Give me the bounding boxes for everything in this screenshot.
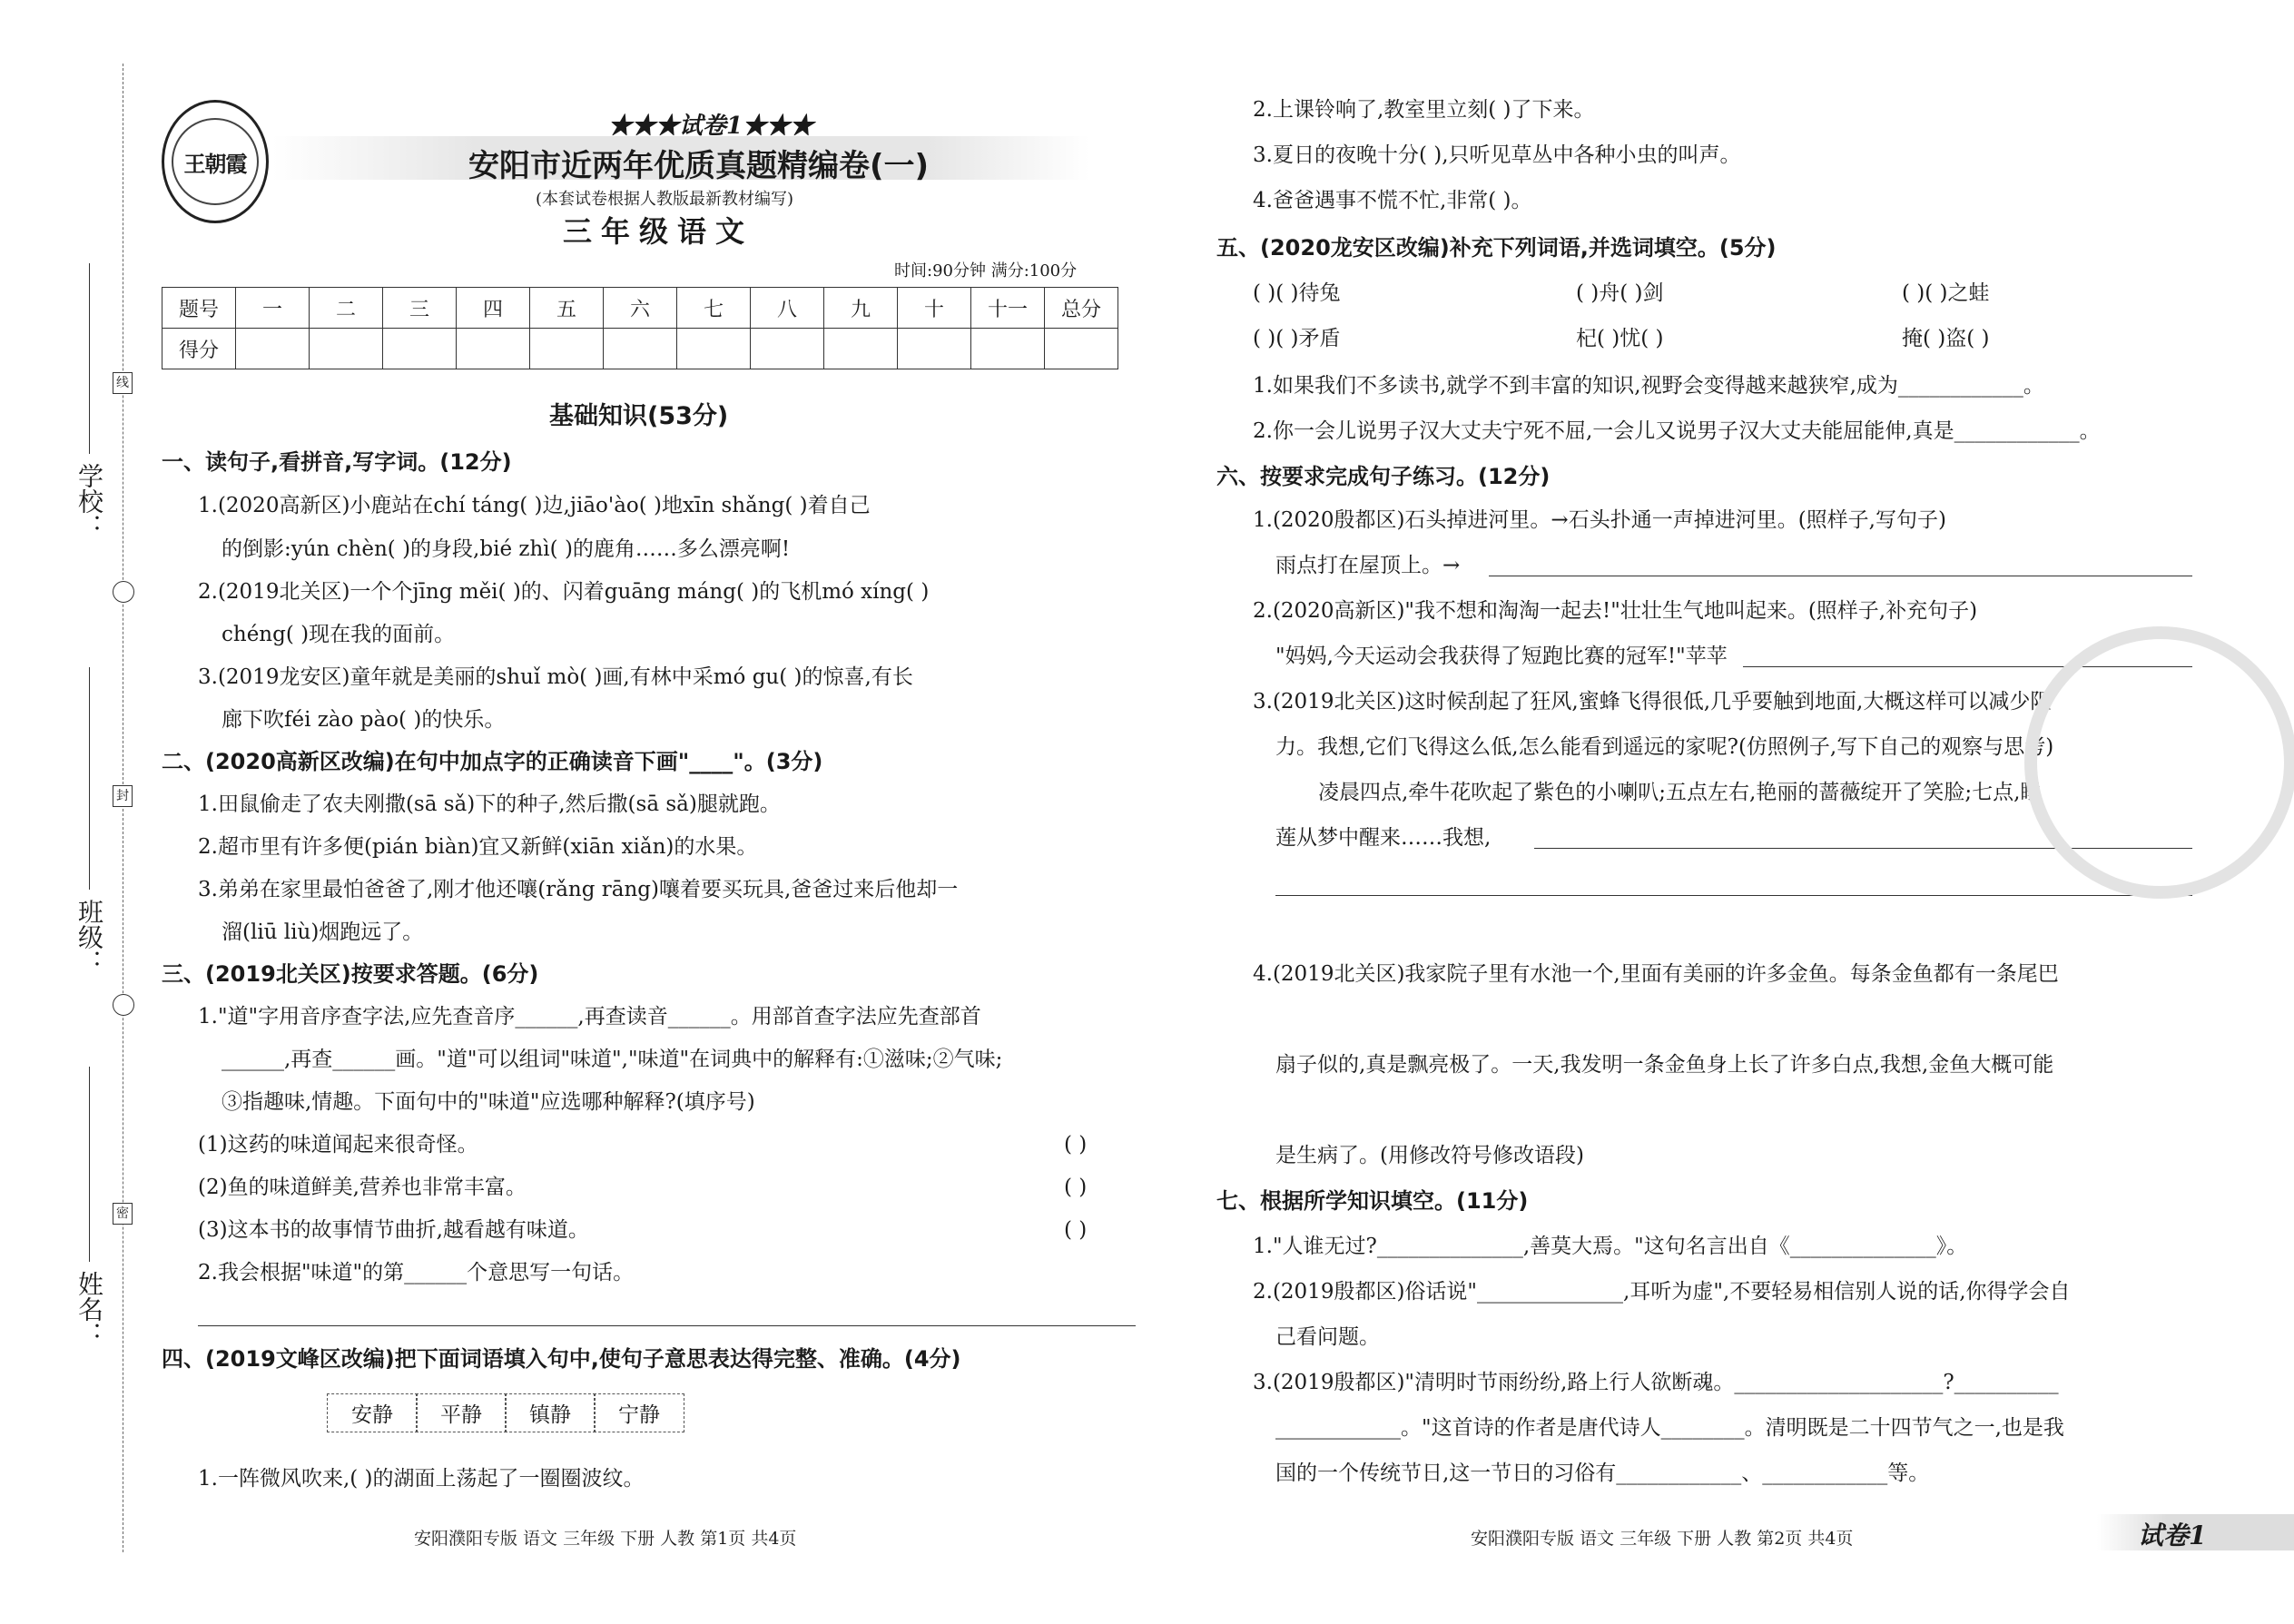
q4-line: 2.上课铃响了,教室里立刻( )了下来。: [1253, 98, 1595, 122]
score-cell-header: 四: [457, 288, 530, 329]
class-field[interactable]: [89, 667, 90, 890]
score-cell-input[interactable]: [824, 329, 898, 369]
idiom-blank: ( )舟( )剑: [1576, 281, 1664, 305]
score-cell-input[interactable]: [530, 329, 604, 369]
score-cell-input[interactable]: [898, 329, 971, 369]
logo-text: 王朝霞: [183, 150, 247, 177]
q3-answer-paren[interactable]: ( ): [1064, 1176, 1088, 1199]
score-cell-input[interactable]: [677, 329, 751, 369]
binding-hole-1: [113, 581, 134, 603]
score-cell-header: 七: [677, 288, 751, 329]
word-option: 镇静: [505, 1393, 596, 1432]
q2-line: 1.田鼠偷走了农夫刚撒(sā sǎ)下的种子,然后撒(sā sǎ)腿就跑。: [198, 792, 781, 816]
q6-line: 是生病了。(用修改符号修改语段): [1275, 1144, 1584, 1167]
q4-line: 1.一阵微风吹来,( )的湖面上荡起了一圈圈波纹。: [198, 1467, 645, 1491]
school-field[interactable]: [89, 263, 90, 454]
q4-line: 3.夏日的夜晚十分( ),只听见草丛中各种小虫的叫声。: [1253, 143, 1741, 167]
score-cell-header: 三: [383, 288, 457, 329]
q7-title: 七、根据所学知识填空。(11分): [1216, 1188, 1529, 1214]
school-label: 学校：: [74, 463, 104, 539]
word-option: 平静: [416, 1393, 507, 1432]
grade-subject: 三年级语文: [563, 214, 754, 249]
score-cell-header: 题号: [162, 288, 236, 329]
logo: [162, 100, 269, 223]
section-heading: 基础知识(53分): [549, 402, 729, 430]
score-cell-input[interactable]: [604, 329, 677, 369]
score-table-score-row: [162, 329, 1118, 369]
right-page-footer: 安阳濮阳专版 语文 三年级 下册 人教 第2页 共4页: [1471, 1529, 1854, 1549]
q3-sub-item: (2)鱼的味道鲜美,营养也非常丰富。: [198, 1176, 527, 1199]
score-cell-header: 五: [530, 288, 604, 329]
q7-line: 国的一个传统节日,这一节日的习俗有____________、____________等。: [1275, 1462, 1930, 1485]
idiom-blank: 杞( )忧( ): [1576, 327, 1664, 350]
q6-line: "妈妈,今天运动会我获得了短跑比赛的冠军!"苹苹: [1275, 645, 1728, 668]
idiom-blank: ( )( )之蛙: [1902, 281, 1990, 305]
q1-line: 3.(2019龙安区)童年就是美丽的shuǐ mò( )画,有林中采mó gu( )的惊喜,有长: [198, 665, 913, 689]
q1-title: 一、读句子,看拼音,写字词。(12分): [162, 449, 512, 475]
q7-line: 己看问题。: [1275, 1325, 1380, 1349]
q4-title: 四、(2019文峰区改编)把下面词语填入句中,使句子意思表达得完整、准确。(4分): [162, 1346, 961, 1372]
q2-title: 二、(2020高新区改编)在句中加点字的正确读音下画"____"。(3分): [162, 749, 823, 774]
score-cell-input[interactable]: [1045, 329, 1118, 369]
header-badge: ★★★试卷1★★★: [608, 113, 814, 140]
q6-line: 雨点打在屋顶上。→: [1275, 554, 1461, 577]
q5-line: 2.你一会儿说男子汉大丈夫宁死不屈,一会儿又说男子汉大丈夫能屈能伸,真是____________。: [1253, 419, 2101, 443]
q6-title: 六、按要求完成句子练习。(12分): [1216, 464, 1551, 489]
binding-mark-mi: 密: [113, 1203, 133, 1225]
score-cell-header: 六: [604, 288, 677, 329]
score-cell-header: 八: [751, 288, 824, 329]
binding-mark-feng: 封: [113, 785, 133, 807]
q2-line: 2.超市里有许多便(pián biàn)宜又新鲜(xiān xiǎn)的水果。: [198, 835, 758, 859]
score-table-header-row: [162, 288, 1118, 329]
score-cell-header: 总分: [1045, 288, 1118, 329]
q6-line: 力。我想,它们飞得这么低,怎么能看到遥远的家呢?(仿照例子,写下自己的观察与思考): [1275, 735, 2054, 759]
q6-line: 凌晨四点,牵牛花吹起了紫色的小喇叭;五点左右,艳丽的蔷薇绽开了笑脸;七点,睡: [1318, 781, 2042, 804]
q7-line: 2.(2019殷都区)俗话说"______________,耳听为虚",不要轻易相信别人说的话,你得学会自: [1253, 1280, 2071, 1304]
score-cell-header: 二: [310, 288, 383, 329]
idiom-blank: ( )( )矛盾: [1253, 327, 1341, 350]
score-cell-header: 一: [236, 288, 310, 329]
idiom-blank: 掩( )盗( ): [1902, 327, 1990, 350]
score-cell-label: 得分: [162, 329, 236, 369]
q3-line: ______,再查______画。"道"可以组词"味道","味道"在词典中的解释有:①滋味;②气味;: [222, 1048, 1003, 1071]
q6-line: 2.(2020高新区)"我不想和淘淘一起去!"壮壮生气地叫起来。(照样子,补充句子): [1253, 599, 1978, 623]
binding-mark-xian: 线: [113, 372, 133, 394]
q6-line: 3.(2019北关区)这时候刮起了狂风,蜜蜂飞得很低,几乎要触到地面,大概这样可以减少阻: [1253, 690, 2052, 714]
class-label: 班级：: [74, 899, 104, 975]
q7-line: ____________。"这首诗的作者是唐代诗人________。清明既是二十四节气之一,也是我: [1275, 1416, 2064, 1440]
q4-word-bank: [327, 1393, 683, 1432]
q7-line: 3.(2019殷都区)"清明时节雨纷纷,路上行人欲断魂。____________________?__________: [1253, 1371, 2059, 1394]
q2-line: 3.弟弟在家里最怕爸爸了,刚才他还嚷(rǎng rāng)嚷着要买玩具,爸爸过来后他却一: [198, 878, 959, 901]
q7-line: 1."人谁无过?______________,善莫大焉。"这句名言出自《______________》。: [1253, 1235, 1968, 1258]
q6-line: 莲从梦中醒来……我想,: [1275, 826, 1492, 850]
idiom-blank: ( )( )待兔: [1253, 281, 1341, 305]
score-cell-input[interactable]: [751, 329, 824, 369]
q3-line: 1."道"字用音序查字法,应先查音序______,再查读音______。用部首查字法应先查部首: [198, 1005, 981, 1029]
q1-line: 的倒影:yún chèn( )的身段,bié zhì( )的鹿角……多么漂亮啊!: [222, 537, 791, 561]
q3-sub-item: (1)这药的味道闻起来很奇怪。: [198, 1133, 478, 1156]
page-title: 安阳市近两年优质真题精编卷(一): [468, 148, 930, 184]
score-cell-input[interactable]: [310, 329, 383, 369]
q3-sub-item: (3)这本书的故事情节曲折,越看越有味道。: [198, 1218, 589, 1242]
q1-line: chéng( )现在我的面前。: [222, 623, 456, 646]
q1-line: 2.(2019北关区)一个个jīng měi( )的、闪着guāng máng( )的飞机mó xíng( ): [198, 580, 930, 604]
score-cell-input[interactable]: [971, 329, 1045, 369]
q3-answer-paren[interactable]: ( ): [1064, 1218, 1088, 1242]
word-option: 安静: [327, 1393, 418, 1432]
time-score: 时间:90分钟 满分:100分: [894, 261, 1078, 281]
word-option: 宁静: [594, 1393, 684, 1432]
corner-tag-text: 试卷1: [2138, 1521, 2207, 1550]
q6-line: 1.(2020殷都区)石头掉进河里。→石头扑通一声掉进河里。(照样子,写句子): [1253, 508, 1946, 532]
score-table: [162, 287, 1118, 369]
score-cell-header: 十: [898, 288, 971, 329]
watermark-seal: [2024, 626, 2294, 899]
q4-line: 4.爸爸遇事不慌不忙,非常( )。: [1253, 189, 1532, 212]
q3-answer-paren[interactable]: ( ): [1064, 1133, 1088, 1156]
q3-line: ③指趣味,情趣。下面句中的"味道"应选哪种解释?(填序号): [222, 1090, 755, 1114]
q6-line: 4.(2019北关区)我家院子里有水池一个,里面有美丽的许多金鱼。每条金鱼都有一条尾巴: [1253, 962, 2059, 986]
score-cell-header: 十一: [971, 288, 1045, 329]
q3-title: 三、(2019北关区)按要求答题。(6分): [162, 961, 539, 987]
page-subtitle: (本套试卷根据人教版最新教材编写): [536, 190, 794, 209]
score-cell-input[interactable]: [236, 329, 310, 369]
q6-answer-line[interactable]: [1275, 895, 2192, 896]
q5-line: 1.如果我们不多读书,就学不到丰富的知识,视野会变得越来越狭窄,成为____________。: [1253, 374, 2044, 398]
q5-title: 五、(2020龙安区改编)补充下列词语,并选词填空。(5分): [1216, 235, 1777, 261]
name-label: 姓名：: [74, 1271, 104, 1347]
left-page-footer: 安阳濮阳专版 语文 三年级 下册 人教 第1页 共4页: [414, 1529, 797, 1549]
q3-line2: 2.我会根据"味道"的第______个意思写一句话。: [198, 1261, 635, 1284]
corner-tag: [2097, 1514, 2294, 1550]
score-cell-input[interactable]: [457, 329, 530, 369]
score-cell-input[interactable]: [383, 329, 457, 369]
score-cell-header: 九: [824, 288, 898, 329]
q6-line: 扇子似的,真是飘亮极了。一天,我发明一条金鱼身上长了许多白点,我想,金鱼大概可能: [1275, 1053, 2054, 1077]
name-field[interactable]: [89, 1067, 90, 1262]
q1-line: 1.(2020高新区)小鹿站在chí táng( )边,jiāo'ào( )地xīn shǎng( )着自己: [198, 494, 871, 517]
binding-hole-2: [113, 994, 134, 1016]
q2-line: 溜(liū liù)烟跑远了。: [222, 920, 424, 944]
q3-answer-line[interactable]: [198, 1325, 1136, 1326]
q1-line: 廊下吹féi zào pào( )的快乐。: [222, 708, 506, 732]
